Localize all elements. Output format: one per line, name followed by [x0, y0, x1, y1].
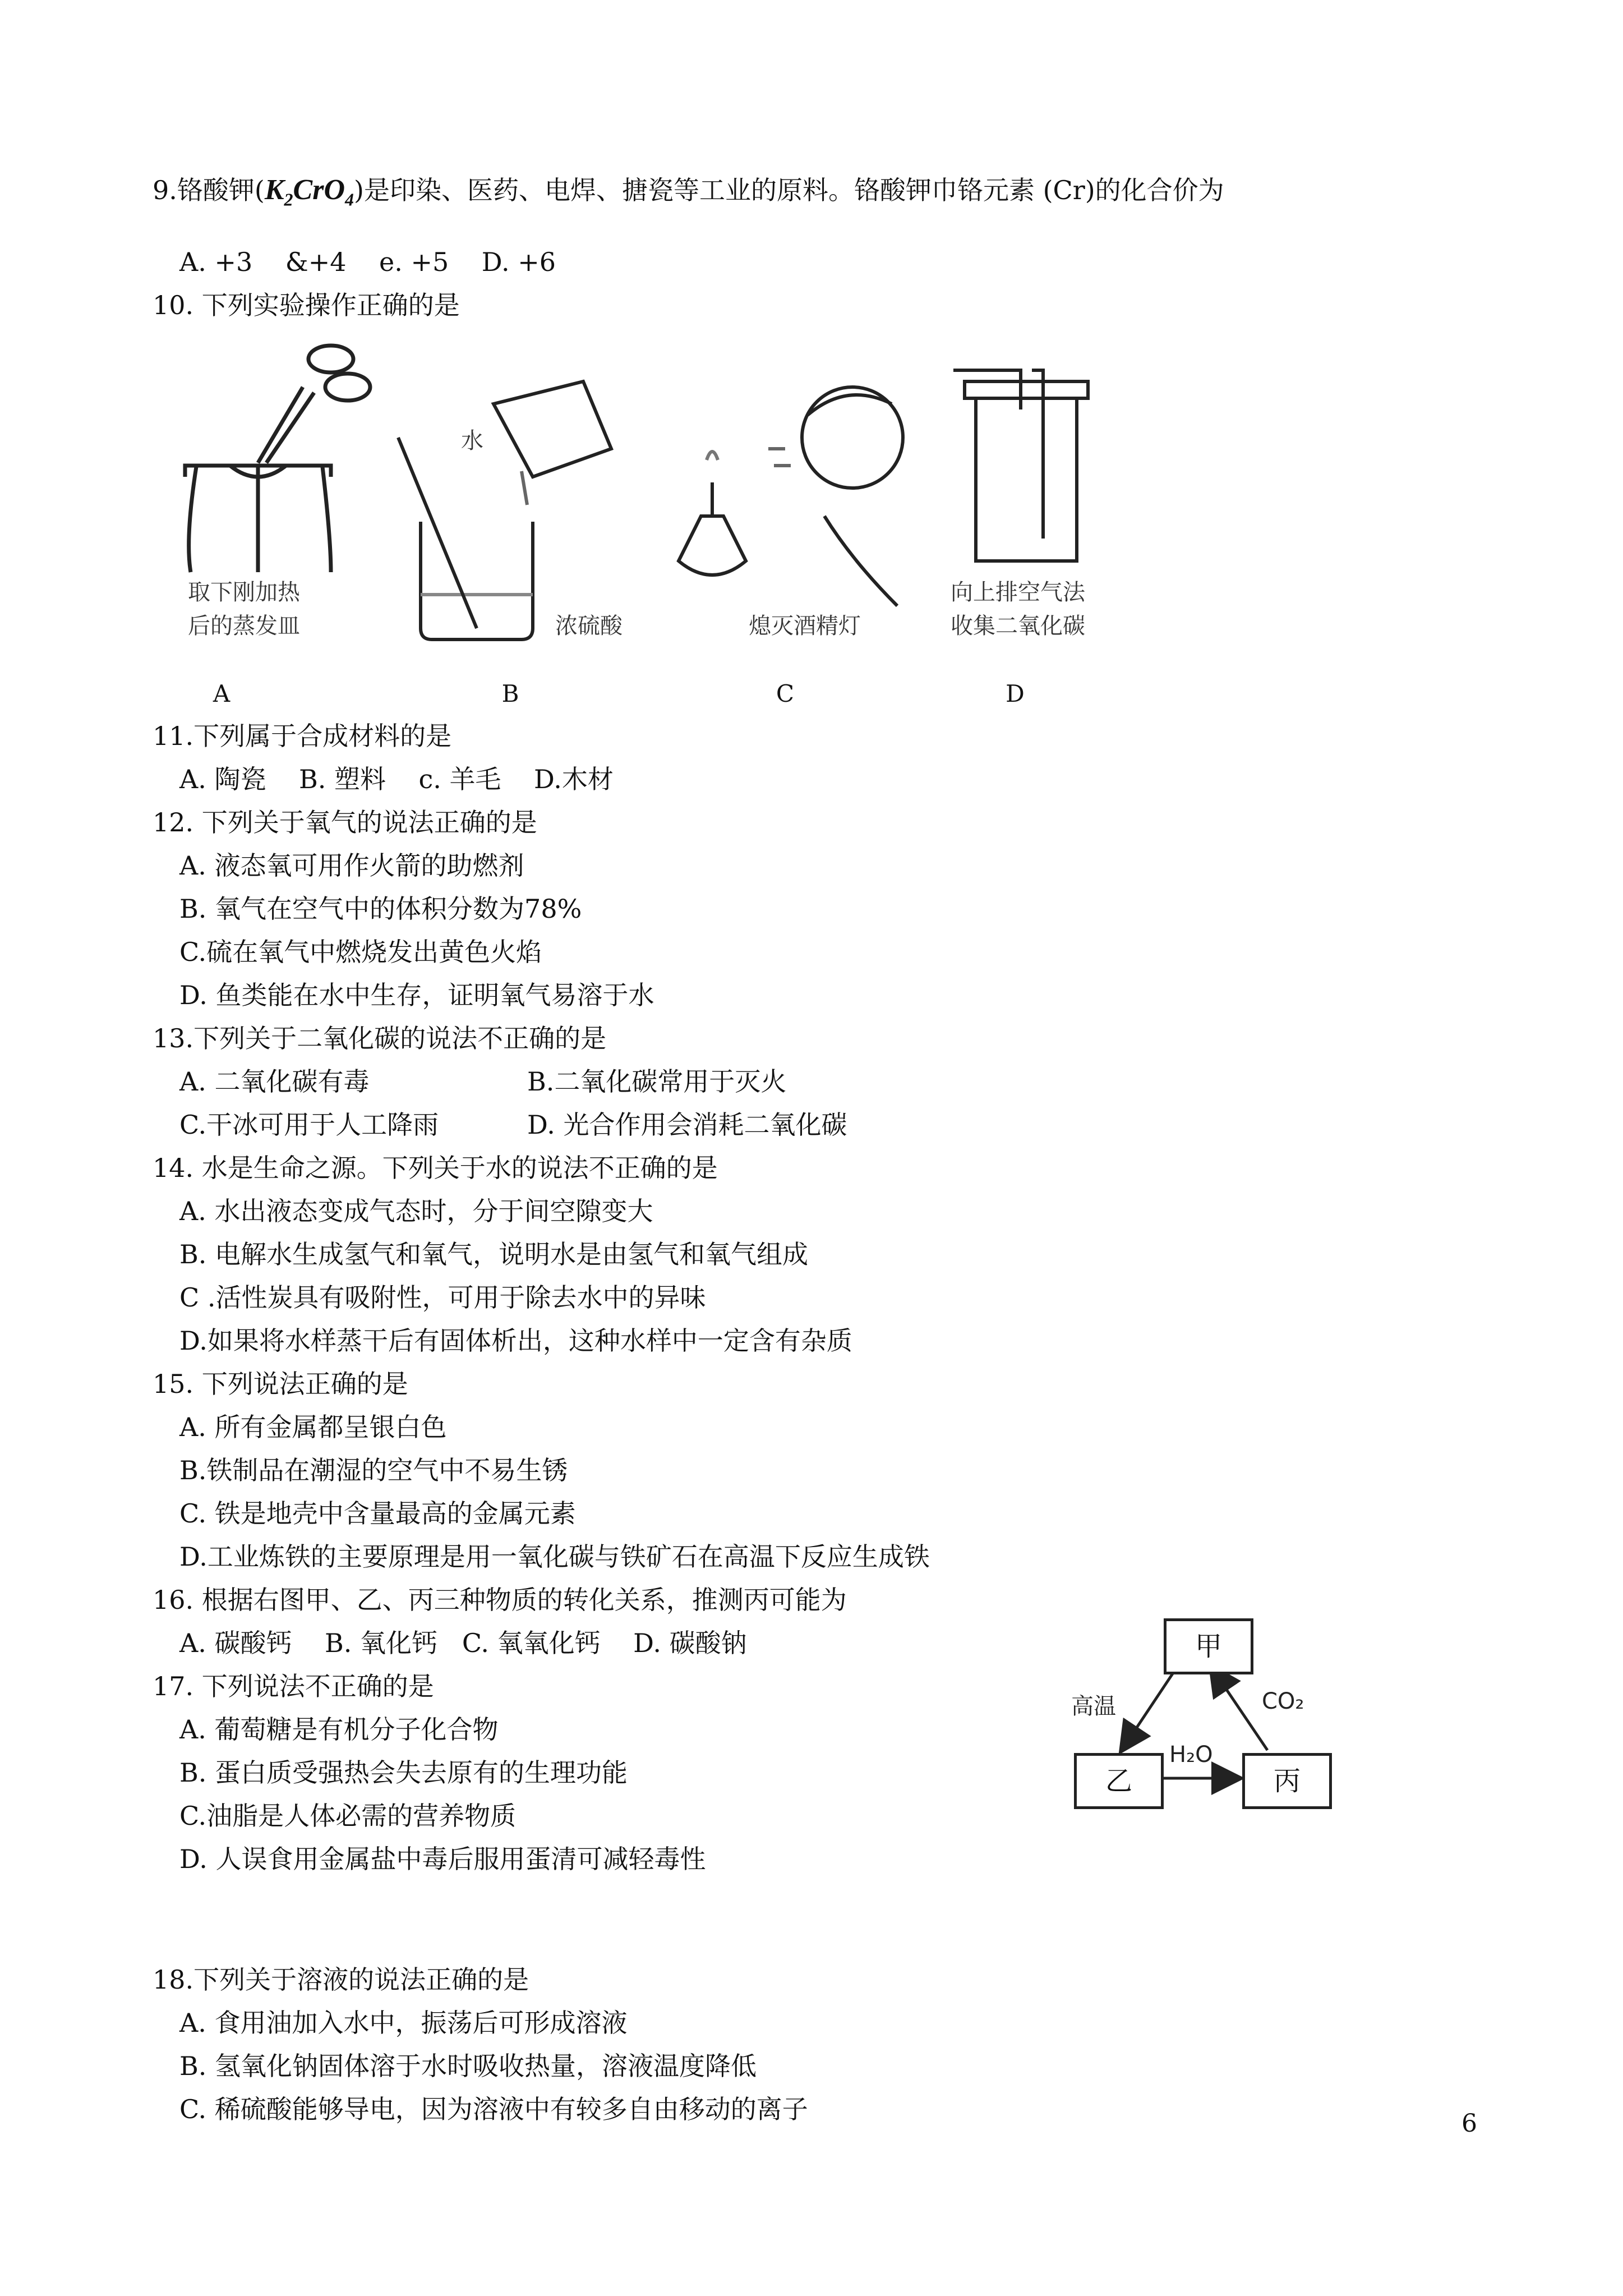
q18-option-b: B. 氢氧化钠固体溶于水时吸收热量，溶液温度降低	[179, 2051, 757, 2081]
q18-option-a: A. 食用油加入水中，振荡后可形成溶液	[179, 2008, 628, 2038]
q17-option-b: B. 蛋白质受强热会失去原有的生理功能	[179, 1757, 628, 1788]
q17-stem: 17. 下列说法不正确的是	[153, 1671, 434, 1701]
figure-d-caption-line1: 向上排空气法	[951, 579, 1085, 605]
q13-option-a: A. 二氧化碳有毒	[179, 1066, 370, 1097]
figure-c-caption: 熄灭酒精灯	[749, 613, 861, 639]
figure-b-dilution	[387, 337, 645, 651]
label-h2o: H₂O	[1169, 1742, 1213, 1768]
q17-option-d: D. 人误食用金属盐中毒后服用蛋清可减轻毒性	[179, 1844, 706, 1874]
q12-option-b: B. 氧气在空气中的体积分数为78%	[179, 894, 582, 924]
figure-c-blowing-lamp	[656, 348, 920, 628]
q15-option-b: B.铁制品在潮湿的空气中不易生锈	[179, 1455, 568, 1485]
q12-stem: 12. 下列关于氧气的说法正确的是	[153, 807, 537, 838]
node-jia: 甲	[1164, 1618, 1253, 1674]
q14-option-b: B. 电解水生成氢气和氧气，说明水是由氢气和氧气组成	[179, 1239, 809, 1269]
q13-stem: 13.下列关于二氧化碳的说法不正确的是	[153, 1023, 607, 1053]
q15-option-c: C. 铁是地壳中含量最高的金属元素	[179, 1498, 576, 1529]
option-a-label: A	[213, 680, 230, 707]
q10-stem: 10. 下列实验操作正确的是	[153, 290, 460, 320]
option-d-label: D	[1006, 680, 1025, 707]
q15-option-d: D.工业炼铁的主要原理是用一氧化碳与铁矿石在高温下反应生成铁	[179, 1542, 930, 1572]
figure-d-gas-bottle	[931, 348, 1133, 583]
figure-b-water-label: 水	[461, 428, 483, 454]
label-co2: CO₂	[1262, 1688, 1304, 1714]
potassium-chromate-formula: $K_2CrO_4$	[264, 174, 354, 210]
q11-stem: 11.下列属于合成材料的是	[153, 721, 452, 751]
figure-a-caption-line1: 取下刚加热	[188, 579, 300, 605]
q11-options: A. 陶瓷 B. 塑料 c. 羊毛 D.木材	[179, 764, 614, 794]
q14-stem: 14. 水是生命之源。下列关于水的说法不正确的是	[153, 1153, 718, 1183]
q15-stem: 15. 下列说法正确的是	[153, 1369, 408, 1399]
q16-options: A. 碳酸钙 B. 氧化钙 C. 氧氧化钙 D. 碳酸钠	[179, 1628, 747, 1658]
node-yi: 乙	[1074, 1753, 1164, 1809]
q12-option-d: D. 鱼类能在水中生存，证明氧气易溶于水	[179, 980, 654, 1010]
q9-options: A. +3 &+4 e. +5 D. +6	[179, 247, 556, 277]
q15-option-a: A. 所有金属都呈银白色	[179, 1412, 447, 1442]
q14-option-a: A. 水出液态变成气态时，分于间空隙变大	[179, 1196, 653, 1226]
q18-option-c: C. 稀硫酸能够导电，因为溶液中有较多自由移动的离子	[179, 2094, 808, 2124]
figure-d-caption-line2: 收集二氧化碳	[951, 613, 1085, 639]
label-high-temp: 高温	[1071, 1694, 1116, 1719]
q12-option-a: A. 液态氧可用作火箭的助燃剂	[179, 850, 524, 881]
q17-option-c: C.油脂是人体必需的营养物质	[179, 1801, 517, 1831]
q14-option-c: C .活性炭具有吸附性，可用于除去水中的异味	[179, 1282, 706, 1313]
figure-b-caption: 浓硫酸	[555, 613, 623, 639]
option-b-label: B	[501, 680, 519, 707]
figure-a-caption-line2: 后的蒸发皿	[188, 613, 300, 639]
node-bing: 丙	[1242, 1753, 1332, 1809]
q13-option-d: D. 光合作用会消耗二氧化碳	[527, 1110, 847, 1140]
option-c-label: C	[776, 680, 795, 707]
q14-option-d: D.如果将水样蒸干后有固体析出，这种水样中一定含有杂质	[179, 1326, 852, 1356]
q13-option-b: B.二氧化碳常用于灭火	[527, 1066, 787, 1097]
q9-stem: 9.铬酸钾$(K_2CrO_4)$是印染、医药、电焊、搪瓷等工业的原料。铬酸钾巾铬元素 (Cr)的化合价为	[153, 174, 1224, 210]
q16-stem: 16. 根据右图甲、乙、丙三种物质的转化关系，推测丙可能为	[153, 1585, 847, 1615]
q18-stem: 18.下列关于溶液的说法正确的是	[153, 1964, 529, 1995]
q13-option-c: C.干冰可用于人工降雨	[179, 1110, 439, 1140]
q12-option-c: C.硫在氧气中燃烧发出黄色火焰	[179, 937, 542, 967]
q17-option-a: A. 葡萄糖是有机分子化合物	[179, 1714, 499, 1745]
page-number: 6	[1461, 2109, 1477, 2138]
